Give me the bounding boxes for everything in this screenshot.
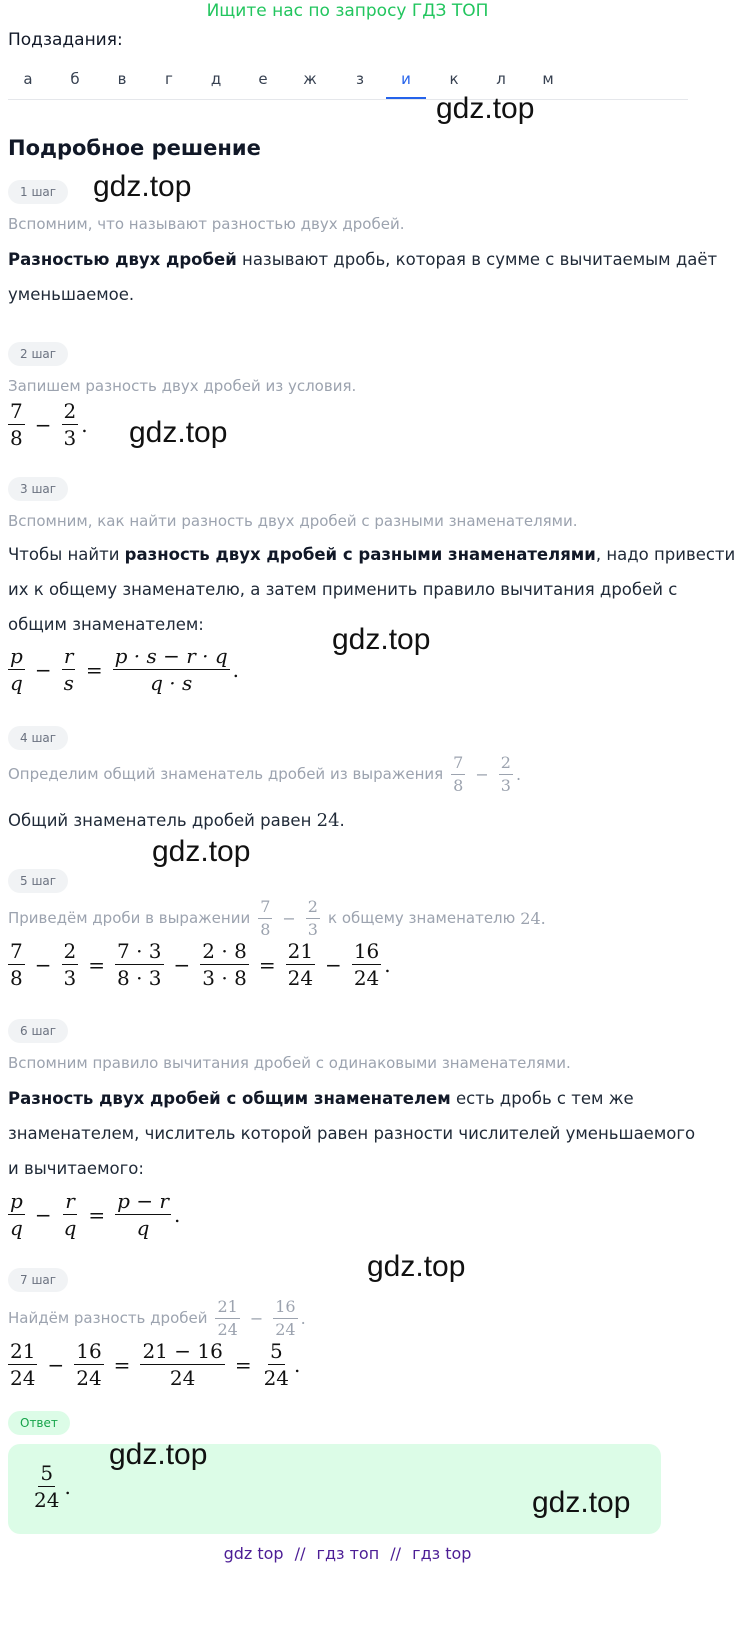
- step-badge: 1 шаг: [8, 180, 68, 204]
- fraction: $\frac{16}{24}$: [76, 1339, 102, 1390]
- step-hint: Приведём дроби в выражении $\frac{7}{8}$ − $\frac{2}{3}$ к общему знаменателю 24 .: [8, 897, 546, 939]
- formula: $\frac{p}{q}$ − $\frac{r}{q}$ = $\frac{p - r}{q}$ .: [10, 1189, 181, 1240]
- formula: $\frac{p}{q}$ − $\frac{r}{s}$ = $\frac{p \cdot s - r \cdot q}{q \cdot s}$ .: [10, 644, 240, 695]
- fraction: $\frac{p}{q}$: [10, 1189, 23, 1240]
- fraction: $\frac{7}{8}$: [10, 939, 23, 990]
- fraction: $\frac{7}{8}$: [10, 399, 23, 450]
- fraction: $\frac{5}{24}$: [34, 1461, 60, 1512]
- watermark: gdz.top: [93, 170, 192, 203]
- step-text-bold: разность двух дробей с разными знаменателями: [124, 545, 596, 564]
- step-text: Чтобы найти разность двух дробей с разными знаменателями, надо привести: [8, 545, 735, 564]
- fraction: $\frac{5}{24}$: [263, 1339, 290, 1390]
- answer-badge: Ответ: [8, 1411, 70, 1435]
- watermark: gdz.top: [436, 92, 535, 125]
- formula: $\frac{7}{8}$ − $\frac{2}{3}$ .: [10, 399, 88, 450]
- subtasks-label: Подзадания:: [8, 30, 123, 50]
- formula: $\frac{7}{8}$ − $\frac{2}{3}$ .: [453, 753, 522, 795]
- fraction: $\frac{p}{q}$: [10, 644, 23, 695]
- tab-i[interactable]: и: [386, 62, 426, 99]
- formula: $\frac{21}{24}$ − $\frac{16}{24}$ = $\frac{21 - 16}{24}$ = $\frac{5}{24}$ .: [10, 1339, 301, 1390]
- watermark: gdz.top: [129, 416, 228, 449]
- step-text: общим знаменателем:: [8, 615, 204, 634]
- step-text: уменьшаемое.: [8, 285, 135, 304]
- common-denominator: 24: [316, 810, 340, 831]
- solution-title: Подробное решение: [8, 136, 261, 160]
- step-hint: Запишем разность двух дробей из условия.: [8, 377, 357, 395]
- fraction: $\frac{7}{8}$: [453, 753, 464, 795]
- footer-separator: //: [294, 1544, 306, 1563]
- tab-z[interactable]: з: [356, 70, 364, 88]
- footer-link[interactable]: gdz top: [223, 1544, 284, 1563]
- fraction: $\frac{2}{3}$: [63, 399, 77, 450]
- tab-zh[interactable]: ж: [303, 70, 317, 88]
- fraction: $\frac{21}{24}$: [217, 1297, 238, 1339]
- tab-d[interactable]: д: [210, 70, 222, 88]
- step-text-part: называют дробь, которая в сумме с вычитаемым даёт: [236, 250, 718, 269]
- step-text: их к общему знаменателю, а затем применить правило вычитания дробей с: [8, 580, 678, 599]
- tab-g[interactable]: г: [165, 70, 173, 88]
- formula: 24 .: [520, 908, 546, 928]
- fraction: $\frac{21}{24}$: [10, 1339, 36, 1390]
- tab-m[interactable]: м: [542, 70, 554, 88]
- tab-b[interactable]: б: [70, 70, 80, 88]
- footer-link[interactable]: гдз top: [412, 1544, 472, 1563]
- watermark: gdz.top: [109, 1438, 208, 1471]
- tab-a[interactable]: а: [23, 70, 33, 88]
- step-hint: Найдём разность дробей $\frac{21}{24}$ − $\frac{16}{24}$ .: [8, 1297, 306, 1339]
- promo-banner[interactable]: Ищите нас по запросу ГДЗ ТОП: [206, 1, 489, 21]
- fraction: $\frac{21}{24}$: [287, 939, 314, 990]
- fraction: $\frac{21 - 16}{24}$: [142, 1339, 223, 1390]
- fraction: $\frac{2}{3}$: [500, 753, 511, 795]
- step-badge: 5 шаг: [8, 869, 68, 893]
- subtask-tabs: [8, 62, 688, 100]
- step-text-bold: Разностью двух дробей: [8, 250, 237, 269]
- step-hint: Определим общий знаменатель дробей из выражения $\frac{7}{8}$ − $\frac{2}{3}$ .: [8, 753, 522, 795]
- step-text: и вычитаемого:: [8, 1159, 144, 1178]
- tab-l[interactable]: л: [496, 70, 506, 88]
- tab-k[interactable]: к: [449, 70, 459, 88]
- fraction: $\frac{7 \cdot 3}{8 \cdot 3}$: [117, 939, 162, 990]
- step-badge: 7 шаг: [8, 1268, 68, 1292]
- step-text: знаменателем, числитель которой равен разности числителей уменьшаемого: [8, 1124, 696, 1143]
- footer-links: [0, 1544, 695, 1563]
- fraction: $\frac{2}{3}$: [307, 897, 318, 939]
- answer-formula: $\frac{5}{24}$ .: [34, 1461, 71, 1512]
- fraction: $\frac{2}{3}$: [63, 939, 77, 990]
- step-text: Разность двух дробей с общим знаменателем есть дробь с тем же: [8, 1089, 634, 1108]
- tab-e[interactable]: е: [258, 70, 268, 88]
- watermark: gdz.top: [367, 1250, 466, 1283]
- step-hint: Вспомним правило вычитания дробей с одинаковыми знаменателями.: [8, 1054, 571, 1072]
- footer-separator: //: [390, 1544, 402, 1563]
- formula: $\frac{7}{8}$ − $\frac{2}{3}$ = $\frac{7 \cdot 3}{8 \cdot 3}$ − $\frac{2 \cdot 8}{3 \cdot 8}$ = $\frac{21}{24}$ − $\frac{16}{24}$ .: [10, 939, 391, 990]
- step-text: Общий знаменатель дробей равен 24.: [8, 810, 345, 831]
- formula: $\frac{7}{8}$ − $\frac{2}{3}$: [260, 897, 318, 939]
- step-badge: 2 шаг: [8, 342, 68, 366]
- fraction: $\frac{16}{24}$: [353, 939, 380, 990]
- fraction: $\frac{2 \cdot 8}{3 \cdot 8}$: [202, 939, 247, 990]
- fraction: $\frac{r}{q}$: [63, 1189, 77, 1240]
- watermark: gdz.top: [152, 835, 251, 868]
- fraction: $\frac{p - r}{q}$: [117, 1189, 169, 1240]
- watermark: gdz.top: [532, 1486, 631, 1519]
- watermark: gdz.top: [332, 623, 431, 656]
- step-hint: Вспомним, что называют разностью двух дробей.: [8, 215, 405, 233]
- fraction: $\frac{7}{8}$: [260, 897, 271, 939]
- tab-v[interactable]: в: [117, 70, 127, 88]
- fraction: $\frac{r}{s}$: [63, 644, 74, 695]
- step-hint: Вспомним, как найти разность двух дробей с разными знаменателями.: [8, 512, 578, 530]
- fraction: $\frac{p \cdot s - r \cdot q}{q \cdot s}$: [114, 644, 228, 695]
- formula: $\frac{21}{24}$ − $\frac{16}{24}$ .: [217, 1297, 306, 1339]
- step-badge: 4 шаг: [8, 726, 68, 750]
- fraction: $\frac{16}{24}$: [275, 1297, 296, 1339]
- step-badge: 3 шаг: [8, 477, 68, 501]
- step-badge: 6 шаг: [8, 1019, 68, 1043]
- step-text: [8, 250, 717, 269]
- step-text-bold: Разность двух дробей с общим знаменателем: [8, 1089, 451, 1108]
- footer-link[interactable]: гдз топ: [316, 1544, 380, 1563]
